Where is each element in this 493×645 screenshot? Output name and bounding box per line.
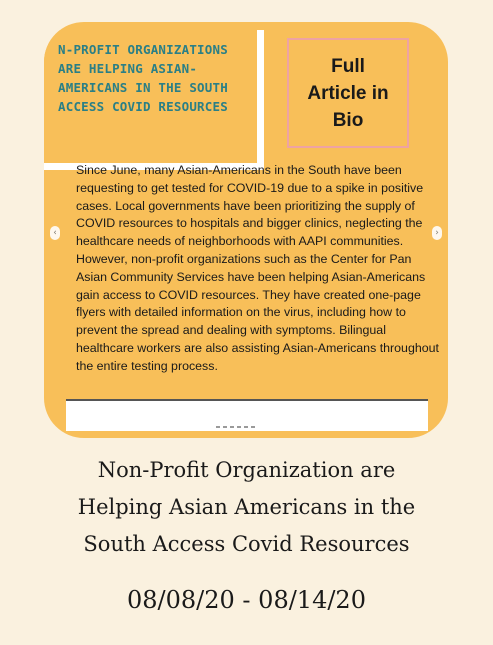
callout-line: Full <box>331 55 365 77</box>
headline-line: AMERICANS IN THE SOUTH <box>58 80 228 95</box>
pager-dot[interactable] <box>237 426 241 428</box>
post-card <box>44 22 448 438</box>
carousel-pager <box>216 426 255 428</box>
chevron-left-icon[interactable]: ‹ <box>50 226 60 240</box>
pager-dot[interactable] <box>216 426 220 428</box>
caption-line: Helping Asian Americans in the <box>77 495 416 519</box>
callout-line: Article in <box>307 82 389 104</box>
chevron-right-icon[interactable]: › <box>432 226 442 240</box>
pager-dot[interactable] <box>223 426 227 428</box>
full-article-callout <box>287 38 409 148</box>
caption-line: South Access Covid Resources <box>83 532 410 556</box>
date-range: 08/08/20 - 08/14/20 <box>127 586 366 614</box>
headline-box <box>44 30 264 170</box>
callout-line: Bio <box>332 109 364 131</box>
headline-line: ARE HELPING ASIAN- <box>58 61 198 76</box>
pager-dot[interactable] <box>230 426 234 428</box>
article-body: Since June, many Asian-Americans in the South have been requesting to get tested for COVID-19 due to a spike in positive cases. Local governments have been prioritizing the supply of COVID resources to hospitals and bigger clinics, neglecting the healthcare needs of neighborhoods with AAPI communities. However, non-profit organizations such as the Center for Pan Asian Community Services have been helping Asian-Americans gain access to COVID resources. They have created one-page flyers with detailed information on the virus, including how to prevent the spread and dealing with symptoms. Bilingual healthcare workers are also assisting Asian-Americans throughout the entire testing process. <box>76 163 439 373</box>
headline-line: N-PROFIT ORGANIZATIONS <box>58 42 228 57</box>
pager-dot[interactable] <box>244 426 248 428</box>
headline-line: ACCESS COVID RESOURCES <box>58 99 228 114</box>
pager-dot[interactable] <box>251 426 255 428</box>
caption-title <box>0 452 493 563</box>
caption-line: Non-Profit Organization are <box>97 458 396 482</box>
